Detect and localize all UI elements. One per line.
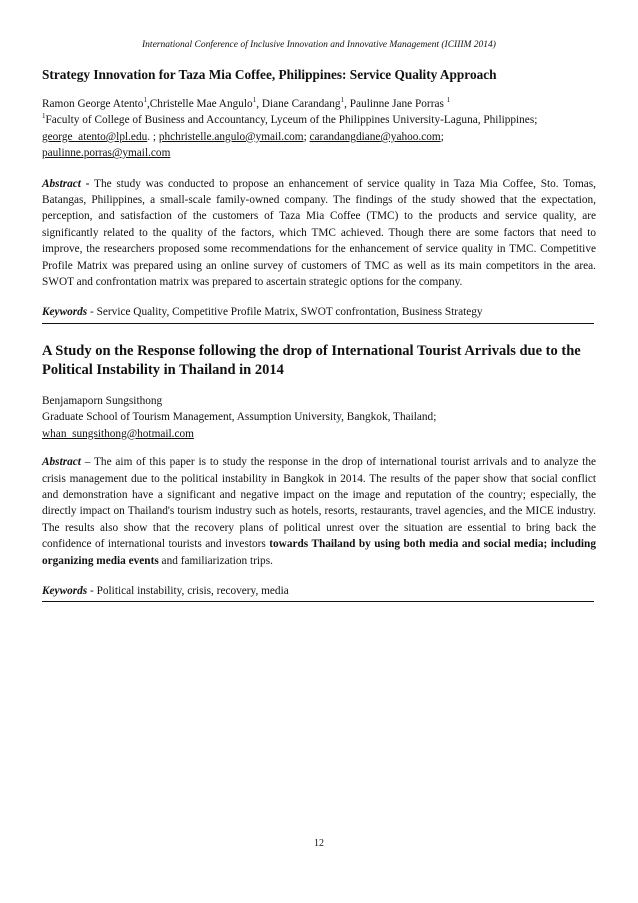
author-sup: 1 bbox=[340, 96, 345, 105]
keywords-label: Keywords bbox=[42, 584, 88, 597]
paper-2-author: Benjamaporn Sungsithong bbox=[42, 394, 163, 407]
author-name: ,Christelle Mae Angulo bbox=[146, 98, 253, 110]
affiliation-sup: 1 bbox=[42, 112, 46, 121]
abstract-end-text: and familiarization trips. bbox=[158, 554, 273, 567]
paper-1-keywords bbox=[42, 304, 596, 320]
paper-1 bbox=[42, 66, 596, 324]
paper-2-keywords bbox=[42, 583, 596, 599]
email-link[interactable]: paulinne.porras@ymail.com bbox=[42, 147, 171, 160]
author-name: , Diane Carandang bbox=[256, 98, 341, 110]
keywords-label: Keywords bbox=[42, 306, 88, 319]
paper-1-abstract bbox=[42, 176, 596, 291]
email-link[interactable]: phchristelle.angulo@ymail.com bbox=[158, 130, 304, 143]
email-link[interactable]: carandangdiane@yahoo.com bbox=[309, 130, 441, 143]
paper-1-affiliation bbox=[42, 112, 596, 161]
author-sup: 1 bbox=[252, 96, 257, 105]
email-separator: ; bbox=[303, 130, 310, 143]
abstract-label: Abstract bbox=[42, 456, 81, 469]
affiliation-text: Faculty of College of Business and Accountancy, Lyceum of the Philippines University-Laguna, Philippines; bbox=[45, 114, 538, 127]
paper-2-affiliation: Graduate School of Tourism Management, Assumption University, Bangkok, Thailand; bbox=[42, 411, 437, 424]
author-sup: 1 bbox=[446, 96, 451, 105]
running-header: International Conference of Inclusive Innovation and Innovative Management (ICIIIM 2014) bbox=[142, 40, 496, 50]
email-link[interactable]: whan_sungsithong@hotmail.com bbox=[42, 427, 194, 440]
paper-2-abstract bbox=[42, 454, 596, 569]
email-link[interactable]: george_atento@lpl.edu bbox=[42, 130, 148, 143]
abstract-bold-text: towards Thailand by using both media and social media; including organizing media events bbox=[42, 538, 596, 567]
abstract-label: Abstract - bbox=[42, 177, 90, 190]
page-number: 12 bbox=[314, 838, 324, 849]
section-divider bbox=[42, 601, 594, 602]
paper-2 bbox=[42, 342, 596, 602]
paper-1-title: Strategy Innovation for Taza Mia Coffee, Philippines: Service Quality Approach bbox=[42, 67, 497, 82]
paper-1-authors bbox=[42, 96, 596, 112]
keywords-text: - Political instability, crisis, recovery, media bbox=[87, 584, 289, 597]
paper-2-title: A Study on the Response following the drop of International Tourist Arrivals due to the Political Instability in Thailand in 2014 bbox=[42, 342, 581, 378]
author-sup: 1 bbox=[143, 96, 147, 105]
email-separator: . ; bbox=[147, 130, 159, 143]
page-content bbox=[42, 66, 596, 602]
author-name: Ramon George Atento bbox=[42, 98, 144, 110]
abstract-text: – The aim of this paper is to study the response in the drop of international tourist arrivals and to analyze the crisis management due to the political instability in Bangkok in 2014. The results of the paper show that social conflict and demonstration have a significant and negative impact on the image and reputation of the country; especially, the directly impact on Thailand's tourism industry such as hotels, resorts, restaurants, travel agencies, and the MICE industry. The results also show that the recovery plans of political unrest over the situation are essential to bring back the confidence of international tourists and investors bbox=[42, 456, 596, 551]
abstract-text: The study was conducted to propose an enhancement of service quality in Taza Mia Coffee, Sto. Tomas, Batangas, Philippines, a small-scale family-owned company. The findings of the study showed that the expectation, perception, and satisfaction of the customers of Taza Mia Coffee (TMC) to the products and service quality, are significantly related to the quality of the factors, which TMC achieved. Though there are some factors that need to improve, the researchers proposed some recommendations for the enhancement of service quality in TMC. Competitive Profile Matrix was prepared using an online survey of customers of TMC as well as its main competitors in the area. SWOT and confrontation matrix was prepared to ascertain strategic options for the company. bbox=[42, 177, 596, 289]
author-name: , Paulinne Jane Porras bbox=[344, 98, 447, 110]
keywords-text: - Service Quality, Competitive Profile Matrix, SWOT confrontation, Business Strategy bbox=[87, 306, 483, 319]
email-separator: ; bbox=[440, 130, 444, 143]
